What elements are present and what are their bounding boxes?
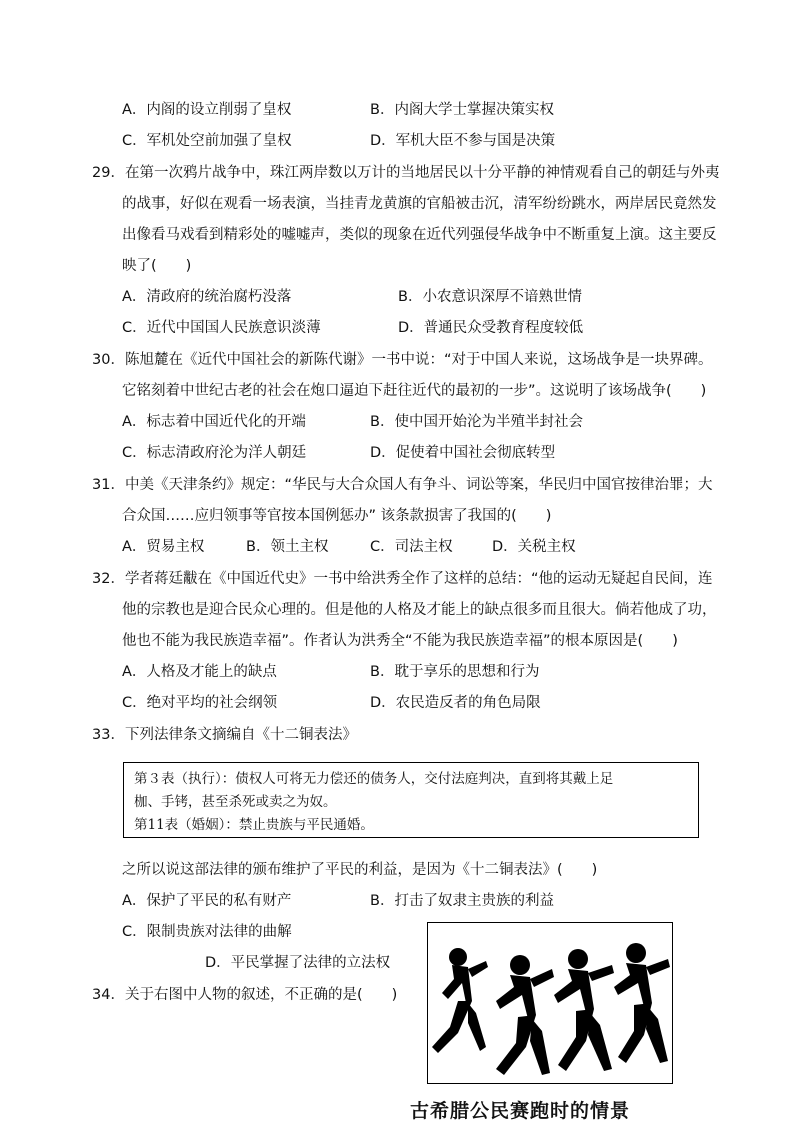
q31-option-d: D．关税主权 xyxy=(492,539,576,555)
q30-option-d: D．促使着中国社会彻底转型 xyxy=(370,445,556,461)
q33-option-a: A．保护了平民的私有财产 xyxy=(122,893,292,909)
q33-option-c: C．限制贵族对法律的曲解 xyxy=(122,924,292,940)
q31-stem-line1: 31．中美《天津条约》规定：“华民与大合众国人有争斗、词讼等案，华民归中国官按律治罪；大 xyxy=(92,477,713,493)
q33-stem-line1: 33．下列法律条文摘编自《十二铜表法》 xyxy=(92,727,357,743)
q32-stem-line2: 他的宗教也是迎合民众心理的。但是他的人格及才能上的缺点很多而且很大。倘若他成了功， xyxy=(122,602,717,618)
q30-option-b: B．使中国开始沦为半殖半封社会 xyxy=(370,414,583,430)
q32-option-d: D．农民造反者的角色局限 xyxy=(370,695,541,711)
q31-option-c: C．司法主权 xyxy=(370,539,453,555)
runner-silhouette xyxy=(496,955,554,1075)
law-excerpt-line3: 第11表（婚姻）：禁止贵族与平民通婚。 xyxy=(134,817,374,833)
q34-stem-line1: 34．关于右图中人物的叙述，不正确的是( ) xyxy=(92,987,398,1003)
runner-silhouette xyxy=(554,949,614,1071)
q29-stem-line3: 出像看马戏看到精彩处的嘘嘘声，类似的现象在近代列强侵华战争中不断重复上演。这主要反 xyxy=(122,227,717,243)
q29-stem-line2: 的战事，好似在观看一场表演，当挂青龙黄旗的官船被击沉，清军纷纷跳水，两岸居民竟然发 xyxy=(122,196,717,212)
q29-stem-line4: 映了( ) xyxy=(122,258,192,274)
q31-stem-line2: 合众国……应归领事等官按本国例惩办” 该条款损害了我国的( ) xyxy=(122,508,552,524)
q29-option-d: D．普通民众受教育程度较低 xyxy=(398,320,584,336)
law-excerpt-box xyxy=(123,762,699,838)
q31-option-a: A．贸易主权 xyxy=(122,539,205,555)
q30-option-c: C．标志清政府沦为洋人朝廷 xyxy=(122,445,307,461)
greek-runners-illustration xyxy=(428,923,671,1082)
q28-option-a: A．内阁的设立削弱了皇权 xyxy=(122,102,292,118)
greek-runners-image xyxy=(427,922,673,1084)
q33-stem-line2: 之所以说这部法律的颁布维护了平民的利益，是因为《十二铜表法》( ) xyxy=(122,862,598,878)
law-excerpt-line2: 枷、手铐，甚至杀死或卖之为奴。 xyxy=(134,794,337,810)
q32-stem-line1: 32．学者蒋廷黻在《中国近代史》一书中给洪秀全作了这样的总结：“他的运动无疑起自民间，连 xyxy=(92,571,713,587)
q29-option-a: A．清政府的统治腐朽没落 xyxy=(122,289,292,305)
q28-option-c: C．军机处空前加强了皇权 xyxy=(122,133,292,149)
q29-option-c: C．近代中国国人民族意识淡薄 xyxy=(122,320,321,336)
q33-option-d: D．平民掌握了法律的立法权 xyxy=(205,955,391,971)
q28-option-b: B．内阁大学士掌握决策实权 xyxy=(370,102,554,118)
figure-caption: 古希腊公民赛跑时的情景 xyxy=(410,1100,631,1122)
q32-option-c: C．绝对平均的社会纲领 xyxy=(122,695,278,711)
q31-option-b: B．领土主权 xyxy=(246,539,329,555)
q30-stem-line2: 它铭刻着中世纪古老的社会在炮口逼迫下赶往近代的最初的一步”。这说明了该场战争( ) xyxy=(122,383,707,399)
law-excerpt-line1: 第３表（执行）：债权人可将无力偿还的债务人，交付法庭判决，直到将其戴上足 xyxy=(134,771,614,787)
q33-option-b: B．打击了奴隶主贵族的利益 xyxy=(370,893,554,909)
q29-stem-line1: 29．在第一次鸦片战争中，珠江两岸数以万计的当地居民以十分平静的神情观看自己的朝廷与外夷 xyxy=(92,165,720,181)
q30-option-a: A．标志着中国近代化的开端 xyxy=(122,414,306,430)
runner-silhouette xyxy=(614,943,670,1063)
q28-option-d: D．军机大臣不参与国是决策 xyxy=(370,133,556,149)
q32-stem-line3: 他也不能为我民族造幸福”。作者认为洪秀全“不能为我民族造幸福”的根本原因是( ) xyxy=(122,633,678,649)
q32-option-b: B．耽于享乐的思想和行为 xyxy=(370,664,540,680)
q30-stem-line1: 30．陈旭麓在《近代中国社会的新陈代谢》一书中说：“对于中国人来说，这场战争是一块界碑。 xyxy=(92,352,713,368)
runner-silhouette xyxy=(432,948,488,1053)
q29-option-b: B．小农意识深厚不谙熟世情 xyxy=(398,289,582,305)
q32-option-a: A．人格及才能上的缺点 xyxy=(122,664,277,680)
